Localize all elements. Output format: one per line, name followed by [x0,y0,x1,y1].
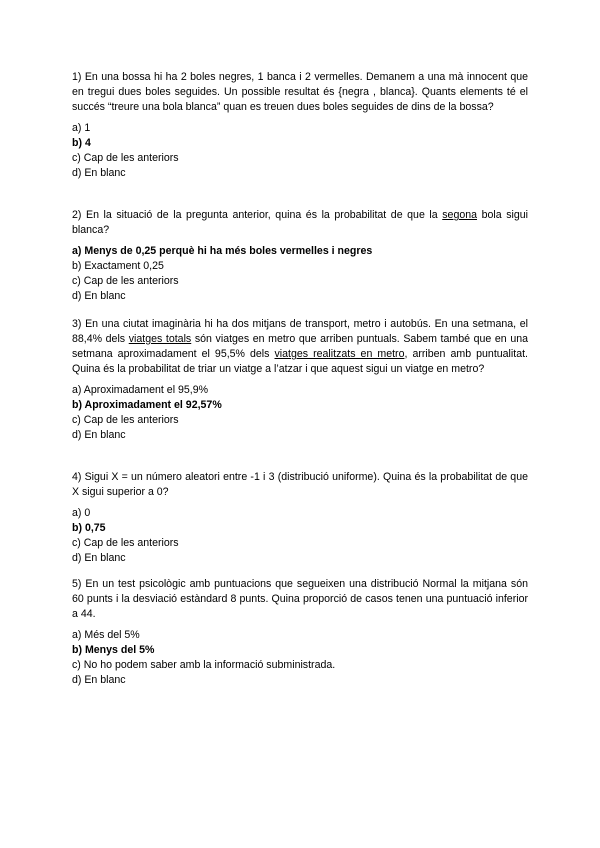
question-1 [72,70,528,181]
option-b-correct: b) 0,75 [72,522,106,534]
option-list [72,121,528,181]
stem-text: , arriben amb puntualitat. Quina és la probabilitat de triar un viatge a l’atzar i que aquest sigui un viatge en metro? [72,348,528,375]
option-b-correct: b) Menys del 5% [72,644,155,656]
option-d: d) En blanc [72,552,126,564]
question-stem [72,317,528,377]
question-stem: 5) En un test psicològic amb puntuacions que segueixen una distribució Normal la mitjana són 60 punts i la desviació estàndard 8 punts. Quina proporció de casos tenen una puntuació inferior a 44. [72,578,528,620]
stem-text: 2) En la situació de la pregunta anterior, quina és la probabilitat de que la [72,209,443,221]
question-2 [72,208,528,304]
stem-text: són viatges en metro que arriben puntuals. Sabem també que en una setmana aproximadament el 95,5% dels [72,333,528,360]
option-a: a) Més del 5% [72,629,140,641]
option-d: d) En blanc [72,167,126,179]
option-c: c) Cap de les anteriors [72,152,179,164]
question-3 [72,317,528,443]
question-stem: 4) Sigui X = un número aleatori entre -1 i 3 (distribució uniforme). Quina és la probabilitat de que X sigui superior a 0? [72,471,528,498]
option-a: a) Aproximadament el 95,9% [72,384,209,396]
option-a: a) 1 [72,122,91,134]
option-d: d) En blanc [72,429,126,441]
option-a: a) 0 [72,507,91,519]
option-c: c) Cap de les anteriors [72,414,179,426]
option-c: c) Cap de les anteriors [72,275,179,287]
option-b: b) Exactament 0,25 [72,260,164,272]
stem-text: bola sigui blanca? [72,209,528,236]
option-d: d) En blanc [72,290,126,302]
option-list [72,383,528,443]
question-stem [72,208,528,238]
stem-underlined-text: segona [442,209,478,221]
option-list [72,506,528,566]
stem-underlined-text: viatges totals [128,333,192,345]
option-list [72,628,528,688]
stem-underlined-text: viatges realitzats en metro [274,348,405,360]
question-4 [72,470,528,566]
option-b-correct: b) Aproximadament el 92,57% [72,399,222,411]
option-c: c) Cap de les anteriors [72,537,179,549]
question-stem: 1) En una bossa hi ha 2 boles negres, 1 banca i 2 vermelles. Demanem a una mà innocent que en tregui dues boles seguides. Un possible resultat és {negra , blanca}. Quants elements té el succés “treure una bola blanca” quan es treuen dues boles seguides de dins de la bossa? [72,71,528,113]
option-d: d) En blanc [72,674,126,686]
option-c: c) No ho podem saber amb la informació subministrada. [72,659,336,671]
option-b-correct: b) 4 [72,137,91,149]
question-5 [72,577,528,688]
stem-text: 3) En una ciutat imaginària hi ha dos mitjans de transport, metro i autobús. En una setmana, el 88,4% dels [72,318,528,345]
option-list [72,244,528,304]
option-a-correct: a) Menys de 0,25 perquè hi ha més boles vermelles i negres [72,245,373,257]
